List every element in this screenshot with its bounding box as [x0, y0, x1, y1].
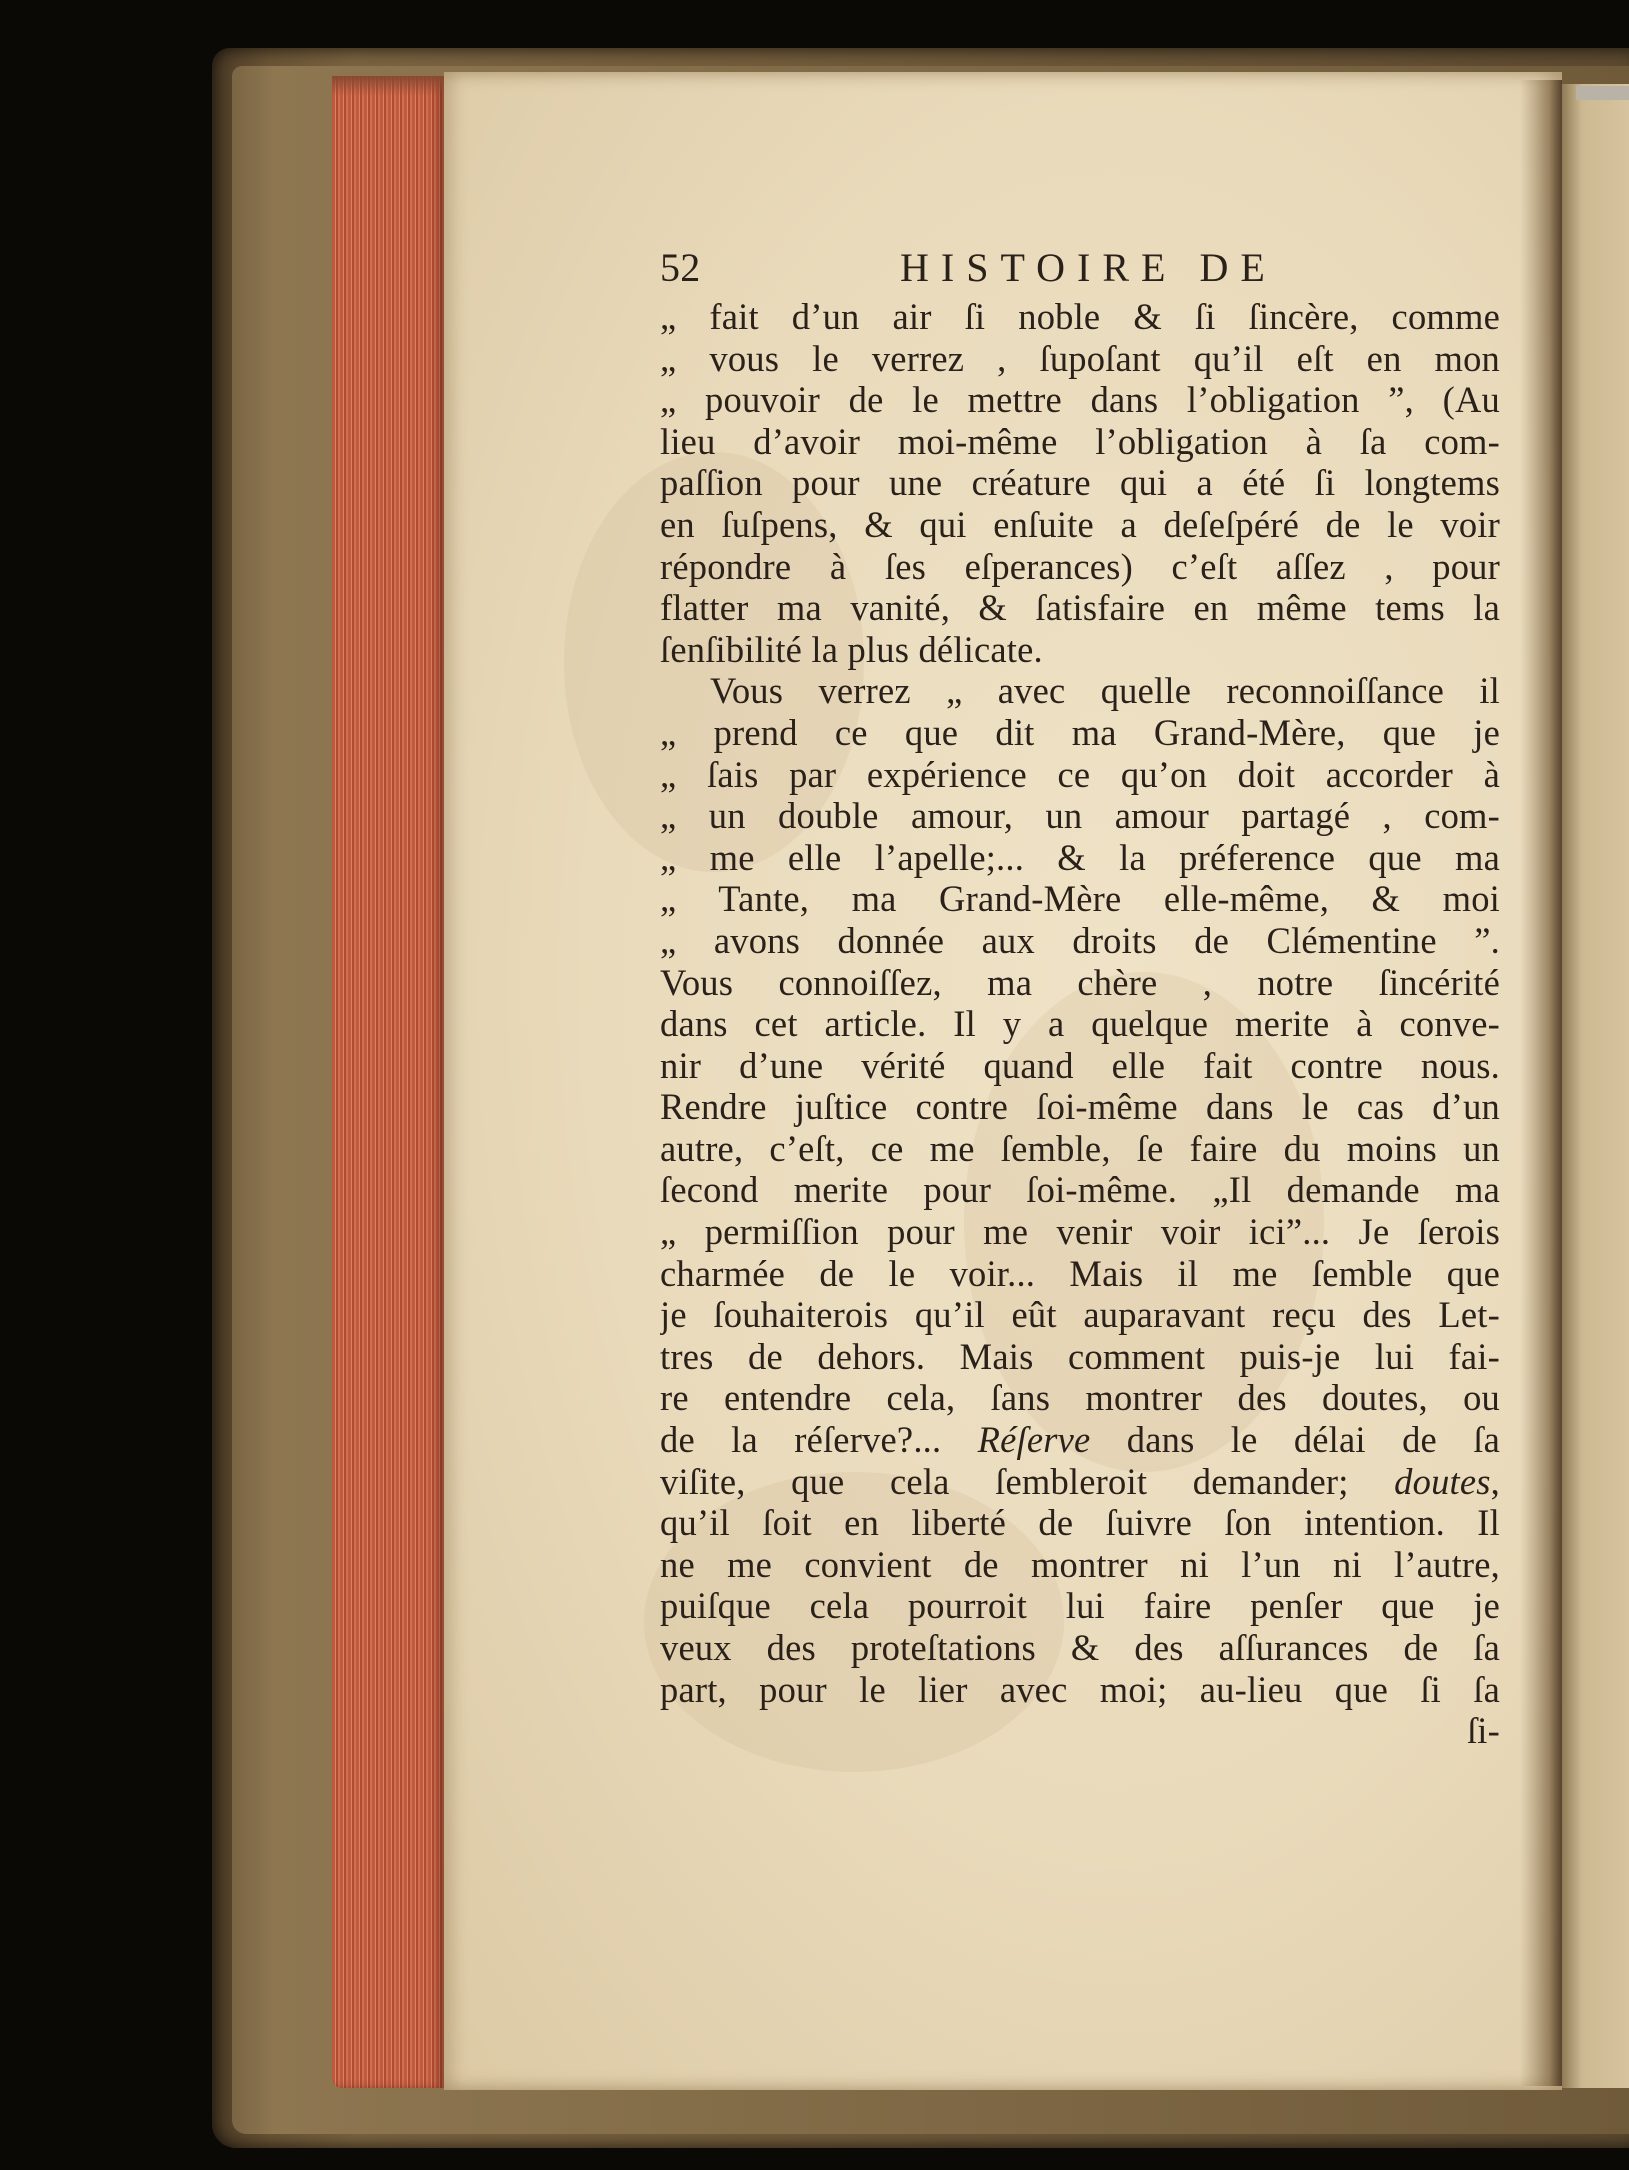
- text-line: ſecond merite pour ſoi-même. „Il demande ma: [660, 1169, 1500, 1211]
- catchword: ſi-: [1466, 1710, 1500, 1752]
- text-line: dans cet article. Il y a quelque merite à conve-: [660, 1003, 1500, 1045]
- facing-page-edge: [1562, 84, 1629, 2088]
- text-line: flatter ma vanité, & ſatisfaire en même tems la: [660, 587, 1500, 629]
- running-title: HISTOIRE DE: [900, 245, 1277, 290]
- text-line: puiſque cela pourroit lui faire penſer que je: [660, 1585, 1500, 1627]
- page-number: 52: [660, 245, 701, 290]
- page-edges: [332, 76, 444, 2088]
- text-line: „ pouvoir de le mettre dans l’obligation ”, (Au: [660, 379, 1500, 421]
- text-line: Vous verrez „ avec quelle reconnoiſſance il: [710, 670, 1500, 712]
- text-line: ne me convient de montrer ni l’un ni l’autre,: [660, 1543, 1500, 1585]
- text-line: „ permiſſion pour me venir voir ici”... Je ſerois: [660, 1211, 1500, 1253]
- text-line: lieu d’avoir moi-même l’obligation à ſa com-: [660, 420, 1500, 462]
- text-line: de la réſerve?... Réſerve dans le délai de ſa: [660, 1419, 1500, 1461]
- page-header: [660, 244, 1500, 296]
- text-line: autre, c’eſt, ce me ſemble, ſe faire du moins un: [660, 1127, 1500, 1169]
- text-line: charmée de le voir... Mais il me ſemble que: [660, 1252, 1500, 1294]
- headband: [1576, 86, 1629, 100]
- text-line: nir d’une vérité quand elle fait contre nous.: [660, 1044, 1500, 1086]
- text-line: „ vous le verrez , ſupoſant qu’il eſt en mon: [660, 337, 1500, 379]
- text-line: re entendre cela, ſans montrer des doutes, ou: [660, 1377, 1500, 1419]
- text-line: „ me elle l’apelle;... & la préference que ma: [660, 836, 1500, 878]
- text-line: paſſion pour une créature qui a été ſi longtems: [660, 462, 1500, 504]
- page-edges-shadow: [332, 76, 444, 96]
- text-line: „ ſais par expérience ce qu’on doit accorder à: [660, 753, 1500, 795]
- text-line: je ſouhaiterois qu’il eût auparavant reçu des Let-: [660, 1294, 1500, 1336]
- text-line: Rendre juſtice contre ſoi-même dans le cas d’un: [660, 1086, 1500, 1128]
- text-line: veux des proteſtations & des aſſurances de ſa: [660, 1627, 1500, 1668]
- text-line: „ fait d’un air ſi noble & ſi ſincère, comme: [660, 296, 1500, 337]
- text-line: part, pour le lier avec moi; au-lieu que ſi ſa: [660, 1668, 1500, 1710]
- body-text: [660, 296, 1500, 1710]
- text-line: qu’il ſoit en liberté de ſuivre ſon intention. Il: [660, 1502, 1500, 1544]
- text-line: en ſuſpens, & qui enſuite a deſeſpéré de le voir: [660, 503, 1500, 545]
- text-line: Vous connoiſſez, ma chère , notre ſincérité: [660, 961, 1500, 1003]
- text-line: viſite, que cela ſembleroit demander; doutes,: [660, 1460, 1500, 1502]
- text-line: „ avons donnée aux droits de Clémentine ”.: [660, 919, 1500, 961]
- text-line: tres de dehors. Mais comment puis-je lui fai-: [660, 1335, 1500, 1377]
- text-block: [660, 244, 1500, 1752]
- text-line: répondre à ſes eſperances) c’eſt aſſez , pour: [660, 545, 1500, 587]
- text-line: ſenſibilité la plus délicate.: [660, 628, 1043, 670]
- text-line: „ un double amour, un amour partagé , com-: [660, 795, 1500, 837]
- gutter-shadow: [1520, 80, 1562, 2086]
- text-line: „ Tante, ma Grand-Mère elle-même, & moi: [660, 878, 1500, 920]
- text-line: „ prend ce que dit ma Grand-Mère, que je: [660, 711, 1500, 753]
